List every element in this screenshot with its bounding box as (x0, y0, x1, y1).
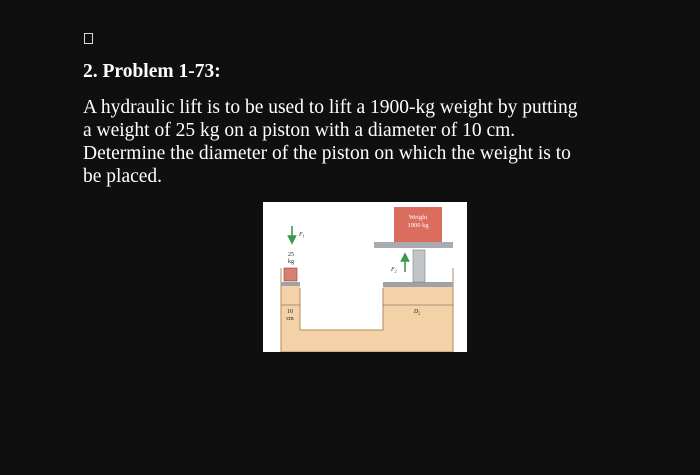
force1-subscript: 1 (302, 233, 305, 239)
force2-label (390, 267, 397, 274)
problem-statement (83, 96, 577, 188)
small-mass (284, 268, 297, 281)
problem-text-line: Determine the diameter of the piston on which the weight is to (83, 143, 571, 164)
lift-platform (374, 242, 453, 248)
large-piston (383, 282, 453, 287)
problem-text-line: A hydraulic lift is to be used to lift a 1900-kg weight by putting (83, 97, 578, 118)
diameter2-subscript: 2 (418, 310, 421, 316)
diameter1-label-line1: 10 (287, 309, 293, 315)
weight-label-line2: 1900 kg (407, 222, 429, 229)
force1-symbol: F (299, 232, 303, 238)
piston-rod (413, 250, 425, 282)
force2-symbol: F (391, 267, 395, 273)
weight-label-line1: Weight (408, 214, 428, 221)
small-mass-label-line1: 25 (288, 252, 294, 258)
hydraulic-lift-diagram (263, 202, 467, 352)
problem-heading: 2. Problem 1-73: (83, 61, 221, 82)
force2-subscript: 2 (394, 268, 397, 274)
hydraulic-fluid (281, 284, 453, 352)
diameter2-label (413, 309, 420, 316)
diameter1-label-line2: cm (286, 316, 294, 322)
problem-text-line: a weight of 25 kg on a piston with a diameter of 10 cm. (83, 120, 516, 141)
small-mass-label-line2: kg (288, 259, 294, 265)
hydraulic-lift-figure (263, 202, 467, 352)
problem-text-line: be placed. (83, 166, 163, 187)
diameter2-symbol: D (413, 309, 419, 315)
force1-label (298, 232, 305, 239)
checkbox-icon[interactable] (84, 33, 93, 44)
small-piston (281, 282, 300, 286)
